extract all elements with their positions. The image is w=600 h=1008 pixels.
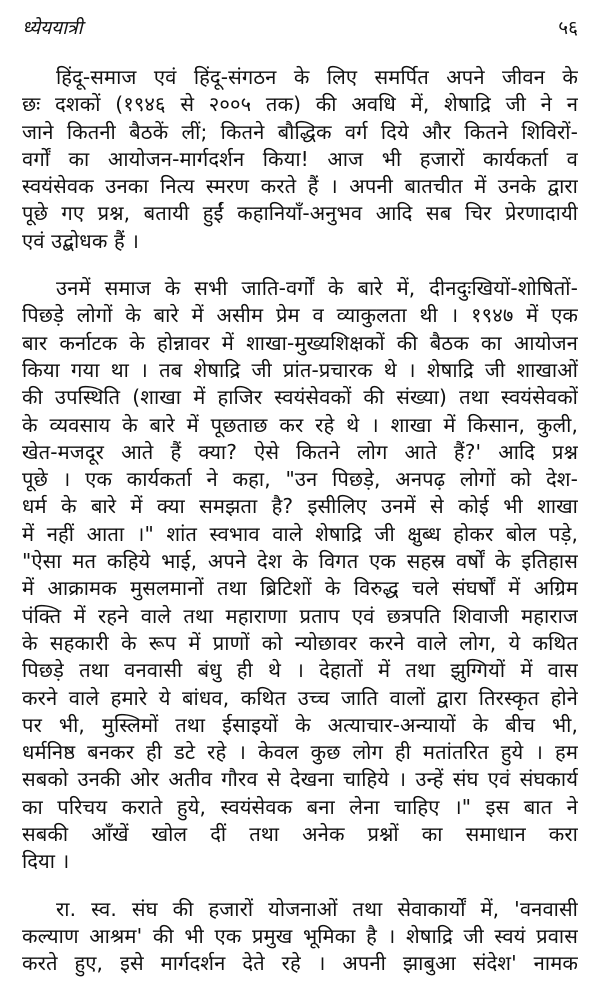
text-line: करने वाले हमारे ये बांधव, कथित उच्च जाति वालों द्वारा तिरस्कृत होने <box>22 685 578 710</box>
text-line: वर्गों का आयोजन-मार्गदर्शन किया! आज भी हजारों कार्यकर्ता व <box>22 146 578 171</box>
text-line: पिछड़े तथा वनवासी बंधु ही थे । देहातों में तथा झुग्गियों में वास <box>22 658 578 683</box>
text-line: हिंदू-समाज एवं हिंदू-संगठन के लिए समर्पित अपने जीवन के <box>56 65 578 89</box>
text-line: करते हुए, इसे मार्गदर्शन देते रहे । अपनी झाबुआ संदेश' नामक <box>22 951 578 976</box>
text-line: जाने कितनी बैठकें लीं; कितने बौद्धिक वर्ग दिये और कितने शिविरों- <box>22 119 578 144</box>
text-line: किया गया था । तब शेषाद्रि जी प्रांत-प्रचारक थे । शेषाद्रि जी शाखाओं <box>22 357 578 382</box>
text-line: "ऐसा मत कहिये भाई, अपने देश के विगत एक सहस्र वर्षों के इतिहास <box>22 549 578 574</box>
text-line: धर्म के बारे में क्या समझता है? इसीलिए उनमें से कोई भी शाखा <box>22 494 578 519</box>
text-line: कल्याण आश्रम' की भी एक प्रमुख भूमिका है । शेषाद्रि जी स्वयं प्रवास <box>22 923 578 948</box>
text-line: एवं उद्बोधक हैं । <box>22 228 140 253</box>
text-line: स्वयंसेवक उनका नित्य स्मरण करते हैं । अपनी बातचीत में उनके द्वारा <box>22 174 578 199</box>
text-line: उनमें समाज के सभी जाति-वर्गों के बारे में, दीनदुःखियों-शोषितों- <box>56 276 578 301</box>
text-line: धर्मनिष्ठ बनकर ही डटे रहे । केवल कुछ लोग ही मतांतरित हुये । हम <box>22 740 578 765</box>
text-line: पिछड़े लोगों के बारे में असीम प्रेम व व्याकुलता थी । १९४७ में एक <box>22 303 578 328</box>
text-line: का परिचय कराते हुये, स्वयंसेवक बना लेना चाहिए ।" इस बात ने <box>22 794 578 819</box>
running-header <box>22 14 578 44</box>
text-line: सबकी आँखें खोल दीं तथा अनेक प्रश्नों का समाधान करा <box>22 822 578 847</box>
text-line: रा. स्व. संघ की हजारों योजनाओं तथा सेवाकार्यों में, 'वनवासी <box>56 896 578 921</box>
text-line: में आक्रामक मुसलमानों तथा ब्रिटिशों के विरुद्ध चले संघर्षों में अग्रिम <box>22 576 578 601</box>
text-line: की उपस्थिति (शाखा में हाजिर स्वयंसेवकों की संख्या) तथा स्वयंसेवकों <box>22 385 578 410</box>
body-text <box>22 64 578 998</box>
text-line: बार कर्नाटक के होन्नावर में शाखा-मुख्यशिक्षकों की बैठक का आयोजन <box>22 330 578 355</box>
text-line: सबको उनकी ओर अतीव गौरव से देखना चाहिये । उन्हें संघ एवं संघकार्य <box>22 767 578 792</box>
text-line: पूछे । एक कार्यकर्ता ने कहा, "उन पिछड़े, अनपढ़ लोगों को देश- <box>22 467 578 492</box>
text-line: दिया । <box>22 849 70 874</box>
text-line: छः दशकों (१९४६ से २००५ तक) की अवधि में, शेषाद्रि जी ने न <box>22 92 578 117</box>
text-line: में नहीं आता ।" शांत स्वभाव वाले शेषाद्रि जी क्षुब्ध होकर बोल पड़े, <box>22 521 578 546</box>
text-line: पंक्ति में रहने वाले तथा महाराणा प्रताप एवं छत्रपति शिवाजी महाराज <box>22 603 578 628</box>
text-line: खेत-मजदूर आते हैं क्या? ऐसे कितने लोग आते हैं?' आदि प्रश्न <box>22 439 578 464</box>
text-line: के सहकारी के रूप में प्राणों को न्योछावर करने वाले लोग, ये कथित <box>22 630 578 655</box>
text-line: के व्यवसाय के बारे में पूछताछ कर रहे थे । शाखा में किसान, कुली, <box>22 412 578 437</box>
book-title: ध्येययात्री <box>22 17 83 39</box>
paragraph <box>22 275 578 876</box>
text-line: पूछे गए प्रश्न, बतायी हुईं कहानियाँ-अनुभव आदि सब चिर प्रेरणादायी <box>22 201 578 226</box>
text-line: पर भी, मुस्लिमों तथा ईसाइयों के अत्याचार-अन्यायों के बीच भी, <box>22 712 578 737</box>
paragraph <box>22 64 578 255</box>
page-number: ५६ <box>558 17 578 39</box>
paragraph <box>22 896 578 978</box>
